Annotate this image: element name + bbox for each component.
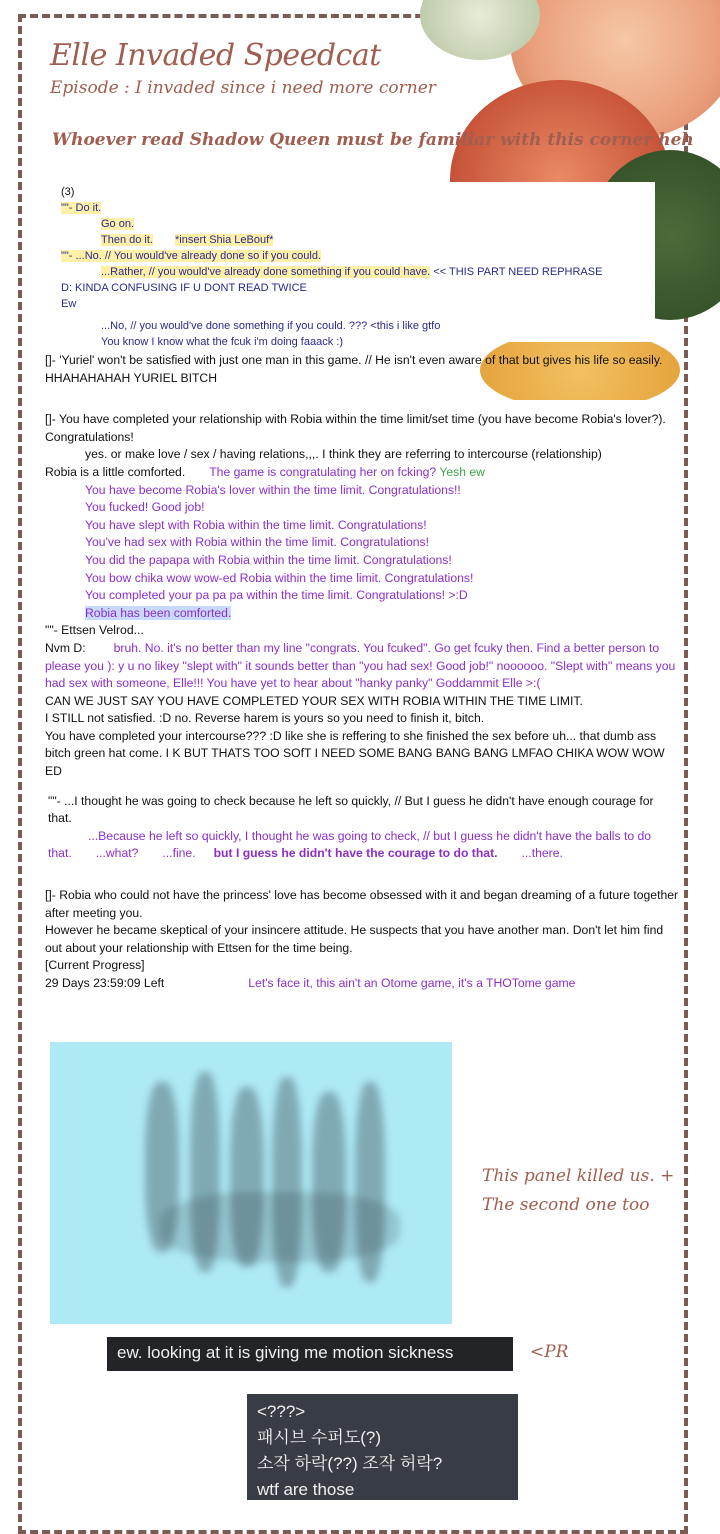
box-line: 패시브 수퍼도(?) (257, 1428, 382, 1447)
comment: You have completed your intercourse??? :D like she is reffering to she finished the sex before uh... that dumb ass bitch green hat come. I K BUT THATS TOO SOfT I NEED SOME BANG BANG BANG LMFAO CHIKA WOW WOW ED (45, 728, 665, 779)
dialogue: ""- ...I thought he was going to check because he left so quickly, // But I guess he didn't have enough courage for that. (48, 793, 654, 826)
note-line: D: KINDA CONFUSING IF U DONT READ TWICE (61, 282, 307, 294)
paragraph: []- Robia who could not have the princess' love has become obsessed with it and began dreaming of a future together after meeting you. (45, 888, 679, 920)
dialogue: ""- Ettsen Velrod... (45, 623, 144, 638)
pr-tag: <PR (530, 1342, 569, 1362)
note-line: *insert Shia LeBouf* (174, 234, 274, 246)
intro-caption: Whoever read Shadow Queen must be familiar with this corner heh (52, 130, 694, 150)
note-line: Ew (61, 298, 77, 310)
paragraph: [Current Progress] (45, 958, 145, 973)
note-line: Then do it. (101, 234, 153, 246)
note-line: ??? <this i like gtfo (348, 320, 441, 332)
dark-comment-box: ew. looking at it is giving me motion sickness (107, 1337, 513, 1371)
note-line: ""- ...No. // You would've already done so if you could. (61, 250, 322, 262)
alt-line: You bow chika wow wow-ed Robia within the time limit. Congratulations! (85, 570, 474, 585)
translation-note (55, 182, 655, 348)
note-line: Go on. (101, 218, 135, 230)
alt-line: You have become Robia's lover within the time limit. Congratulations!! (85, 482, 461, 497)
comment: CAN WE JUST SAY YOU HAVE COMPLETED YOUR SEX WITH ROBIA WITHIN THE TIME LIMIT. (45, 693, 583, 708)
timer: 29 Days 23:59:09 Left (45, 976, 165, 990)
alt-line: You have slept with Robia within the time limit. Congratulations! (85, 517, 427, 532)
alt-line: You've had sex with Robia within the time limit. Congratulations! (85, 535, 429, 550)
alt-line-bold: but I guess he didn't have the courage to do that. (213, 846, 498, 861)
alt-line: ...Because he left so quickly, I thought he was going to check, // but I guess he didn't have the balls to do that. (48, 828, 652, 861)
panel-caption: This panel killed us. + The second one too (482, 1166, 675, 1215)
note-line: ...No, // you would've done something if you could. (101, 320, 346, 332)
alt-line: You did the papapa with Robia within the time limit. Congratulations! (85, 552, 452, 567)
paragraph: []- You have completed your relationship with Robia within the time limit/set time (you have become Robia's lover?). Congratulations! (45, 412, 666, 444)
paragraph: Robia is a little comforted. (45, 464, 186, 479)
page-title: Elle Invaded Speedcat (50, 38, 381, 73)
alt-line: ...there. (521, 846, 563, 861)
blurred-text-panel (50, 1042, 452, 1324)
note-line: You know I know what the fcuk i'm doing faaack :) (101, 336, 343, 348)
comment: Nvm D: (45, 640, 86, 655)
box-line: wtf are those (257, 1480, 355, 1499)
episode-subtitle: Episode : I invaded since i need more corner (50, 78, 436, 98)
comment: Let's face it, this ain't an Otome game, it's a THOTome game (248, 976, 576, 990)
alt-line: ...fine. (162, 846, 196, 861)
alt-line: ...what? (95, 846, 139, 861)
comment: bruh. No. it's no better than my line "congrats. You fcuked". Go get fcuky then. Find a better person to please you ): y u no likey "slept with" it sounds better than "you had sex! Good job!" noooooo. "Slept with" means you had sex with someone, Elle!!! You have yet to hear about "hanky panky" Goddammit Elle >:( (45, 640, 676, 691)
note-line: ...Rather, // you would've already done something if you could have. (101, 266, 431, 278)
box-line: <???> (257, 1402, 306, 1421)
alt-line: You fucked! Good job! (85, 500, 205, 515)
comment: The game is congratulating her on fcking? (209, 464, 437, 479)
korean-terms-box (247, 1394, 518, 1500)
note-line: << THIS PART NEED REPHRASE (433, 266, 603, 278)
alt-line-highlight: Robia has been comforted. (85, 605, 232, 620)
paragraph: However he became skeptical of your insincere attitude. He suspects that you have another man. Don't let him find out about your relationship with Ettsen for the time being. (45, 923, 664, 955)
note-line: ""- Do it. (61, 202, 102, 214)
note-line: (3) (61, 186, 75, 198)
comment: Yesh ew (439, 464, 485, 479)
alt-line: You completed your pa pa pa within the time limit. Congratulations! >:D (85, 588, 468, 603)
comment: I STILL not satisfied. :D no. Reverse harem is yours so you need to finish it, bitch. (45, 711, 485, 726)
box-line: 소작 하락(??) 조작 허락? (257, 1454, 443, 1473)
paragraph: []- 'Yuriel' won't be satisfied with just one man in this game. // He isn't even aware of that but gives his life so easily. HHAHAHAHAH YURIEL BITCH (45, 353, 663, 385)
chapter-text (45, 352, 680, 993)
paragraph: yes. or make love / sex / having relations,,,. I think they are referring to intercourse (relationship) (85, 447, 602, 462)
